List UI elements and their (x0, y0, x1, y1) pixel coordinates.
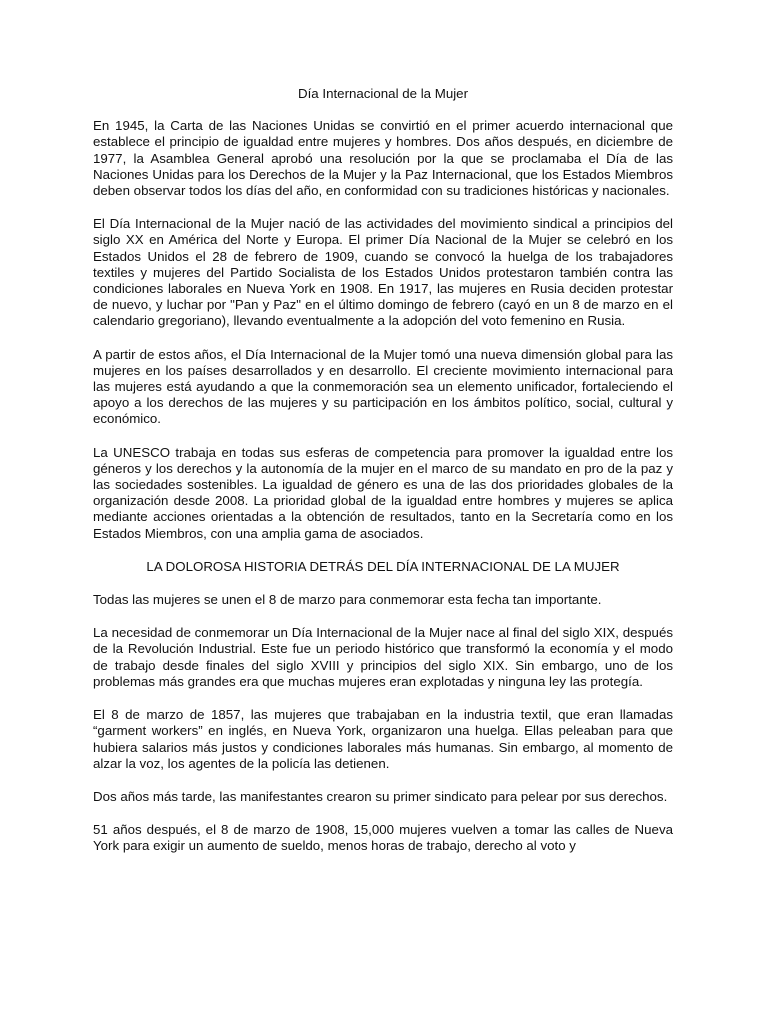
document-page (93, 86, 673, 872)
paragraph-8-de-marzo: Todas las mujeres se unen el 8 de marzo para conmemorar esta fecha tan importante. (93, 592, 602, 608)
paragraph-dimension-global: A partir de estos años, el Día Internacional de la Mujer tomó una nueva dimensión global para las mujeres en los países desarrollados y en desarrollo. El creciente movimiento internacional para las mujeres está ayudando a que la conmemoración sea un elemento unificador, fortaleciendo el apoyo a los derechos de las mujeres y su participación en los ámbitos político, social, cultural y económico. (93, 346, 673, 427)
paragraph-sindicato: Dos años más tarde, las manifestantes crearon su primer sindicato para pelear por sus derechos. (93, 788, 668, 804)
paragraph-carta-naciones-unidas: En 1945, la Carta de las Naciones Unidas se convirtió en el primer acuerdo internacional que establece el principio de igualdad entre mujeres y hombres. Dos años después, en diciembre de 1977, la Asamblea General aprobó una resolución por la que se proclamaba el Día de las Naciones Unidas para los Derechos de la Mujer y la Paz Internacional, que los Estados Miembros deben observar todos los días del año, en conformidad con su tradiciones históricas y nacionales. (93, 118, 673, 199)
paragraph-revolucion-industrial: La necesidad de conmemorar un Día Internacional de la Mujer nace al final del siglo XIX, después de la Revolución Industrial. Este fue un periodo histórico que transformó la economía y el modo de trabajo desde finales del siglo XVIII y principios del siglo XIX. Sin embargo, uno de los problemas más grandes era que muchas mujeres eran explotadas y ninguna ley las protegía. (93, 625, 673, 689)
document-title: Día Internacional de la Mujer (298, 86, 468, 101)
paragraph-unesco: La UNESCO trabaja en todas sus esferas de competencia para promover la igualdad entre los géneros y los derechos y la autonomía de la mujer en el marco de su mandato en pro de la paz y las sociedades sostenibles. La igualdad de género es una de las dos prioridades globales de la organización desde 2008. La prioridad global de la igualdad entre hombres y mujeres se aplica mediante acciones orientadas a la obtención de resultados, tanto en la Secretaría como en los Estados Miembros, con una amplia gama de asociados. (93, 444, 673, 541)
paragraph-origen-sindical: El Día Internacional de la Mujer nació de las actividades del movimiento sindical a principios del siglo XX en América del Norte y Europa. El primer Día Nacional de la Mujer se celebró en los Estados Unidos el 28 de febrero de 1909, cuando se convocó la huelga de los trabajadores textiles y mujeres del Partido Socialista de los Estados Unidos protestaron también contra las condiciones laborales en Nueva York en 1908. En 1917, las mujeres en Rusia deciden protestar de nuevo, y luchar por "Pan y Paz" en el último domingo de febrero (cayó en un 8 de marzo en el calendario gregoriano), llevando eventualmente a la adopción del voto femenino en Rusia. (93, 216, 673, 329)
section-title: LA DOLOROSA HISTORIA DETRÁS DEL DÍA INTERNACIONAL DE LA MUJER (146, 558, 620, 574)
paragraph-1908: 51 años después, el 8 de marzo de 1908, 15,000 mujeres vuelven a tomar las calles de Nueva York para exigir un aumento de sueldo, menos horas de trabajo, derecho al voto y (93, 822, 673, 854)
paragraph-huelga-1857: El 8 de marzo de 1857, las mujeres que trabajaban en la industria textil, que eran llamadas “garment workers” en inglés, en Nueva York, organizaron una huelga. Ellas peleaban para que hubiera salarios más justos y condiciones laborales más humanas. Sin embargo, al momento de alzar la voz, los agentes de la policía las detienen. (93, 707, 673, 771)
